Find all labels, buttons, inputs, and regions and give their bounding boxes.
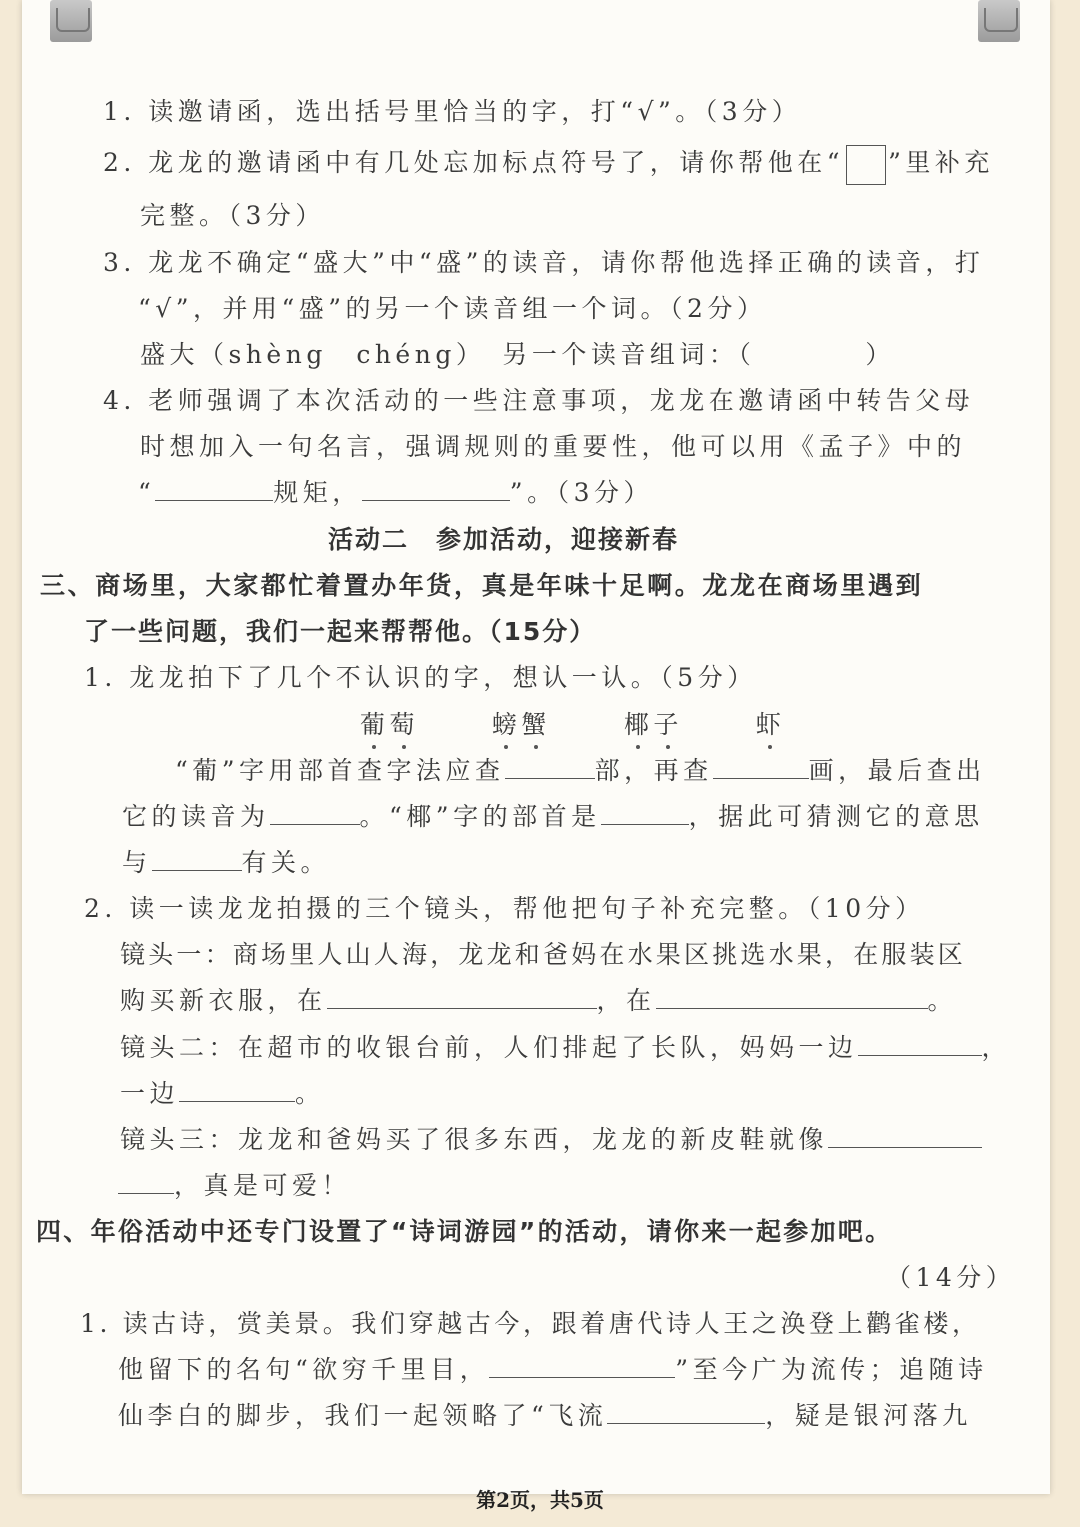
answer-blank[interactable] (362, 474, 510, 501)
answer-blank[interactable] (155, 474, 273, 501)
question-4-1: 1. 读古诗，赏美景。我们穿越古今，跟着唐代诗人王之涣登上鹳雀楼， (80, 1309, 981, 1338)
section-3-heading: 三、商场里，大家都忙着置办年货，真是年味十足啊。龙龙在商场里遇到 (40, 571, 924, 600)
question-2-2: 2. 龙龙的邀请函中有几处忘加标点符号了，请你帮他在“ ”里补充 (103, 143, 994, 185)
dictionary-q-line2: 它的读音为 。“椰”字的部首是 ，据此可猜测它的意思 (122, 797, 984, 833)
dictionary-q-line1: “葡”字用部首查字法应查 部，再查 画，最后查出 (175, 751, 986, 787)
answer-blank[interactable] (179, 1075, 295, 1102)
shot-1-line2: 购买新衣服，在 ，在 。 (120, 981, 957, 1017)
binder-clip-icon (978, 0, 1020, 42)
question-2-1: 1. 读邀请函，选出括号里恰当的字，打“√”。（3分） (103, 97, 802, 126)
poem-q-line3: 仙李白的脚步，我们一起领略了“飞流 ，疑是银河落九 (118, 1396, 972, 1432)
question-2-4: 4. 老师强调了本次活动的一些注意事项，龙龙在邀请函中转告父母 (103, 386, 975, 415)
answer-blank[interactable] (607, 1397, 765, 1424)
section-3-heading-cont: 了一些问题，我们一起来帮帮他。（15分） (84, 617, 597, 646)
unknown-words (360, 705, 785, 741)
word-yezi: 椰子 (624, 705, 683, 741)
dictionary-q-line3: 与 有关。 (122, 843, 330, 879)
question-2-4-blanks: “ 规矩， ”。（3分） (138, 473, 653, 509)
question-3-1: 1. 龙龙拍下了几个不认识的字，想认一认。（5分） (84, 663, 757, 692)
answer-blank[interactable] (118, 1167, 174, 1194)
activity-heading: 活动二 参加活动，迎接新春 (328, 525, 680, 554)
binder-clip-icon (50, 0, 92, 42)
word-xia: 虾 (756, 705, 786, 741)
answer-blank[interactable] (858, 1029, 982, 1056)
pinyin-choice: 盛大（shèng chéng） 另一个读音组词：（ ） (140, 340, 895, 369)
answer-blank[interactable] (270, 798, 360, 825)
section-4-score: （14分） (886, 1263, 1016, 1292)
word-pangxie: 螃蟹 (492, 705, 551, 741)
question-2-3: 3. 龙龙不确定“盛大”中“盛”的读音，请你帮他选择正确的读音，打 (103, 248, 985, 277)
word-putao: 葡萄 (360, 705, 419, 741)
answer-blank[interactable] (152, 844, 242, 871)
shot-1-line1: 镜头一：商场里人山人海，龙龙和爸妈在水果区挑选水果，在服装区 (120, 940, 967, 969)
answer-blank[interactable] (505, 752, 595, 779)
poem-q-line2: 他留下的名句“欲穷千里目， ”至今广为流传；追随诗 (118, 1350, 988, 1386)
answer-blank[interactable] (601, 798, 689, 825)
answer-blank[interactable] (327, 982, 597, 1009)
question-3-2: 2. 读一读龙龙拍摄的三个镜头，帮他把句子补充完整。（10分） (84, 894, 925, 923)
question-2-3-cont: “√”，并用“盛”的另一个读音组一个词。（2分） (138, 294, 767, 323)
question-2-2-cont: 完整。（3分） (140, 201, 325, 230)
shot-3-line2: ，真是可爱！ (118, 1166, 351, 1202)
answer-blank[interactable] (656, 982, 928, 1009)
shot-2-line2: 一边 。 (120, 1074, 325, 1110)
shot-3-line1: 镜头三：龙龙和爸妈买了很多东西，龙龙的新皮鞋就像 (120, 1120, 982, 1156)
answer-blank[interactable] (489, 1351, 675, 1378)
shot-2-line1: 镜头二：在超市的收银台前，人们排起了长队，妈妈一边 ， (120, 1028, 1011, 1064)
section-4-heading: 四、年俗活动中还专门设置了“诗词游园”的活动，请你来一起参加吧。 (36, 1217, 893, 1246)
page-number: 第2页，共5页 (476, 1488, 604, 1512)
answer-blank[interactable] (713, 752, 809, 779)
question-2-4-cont: 时想加入一句名言，强调规则的重要性，他可以用《孟子》中的 (140, 432, 967, 461)
answer-box[interactable] (846, 145, 886, 185)
answer-blank[interactable] (828, 1121, 982, 1148)
